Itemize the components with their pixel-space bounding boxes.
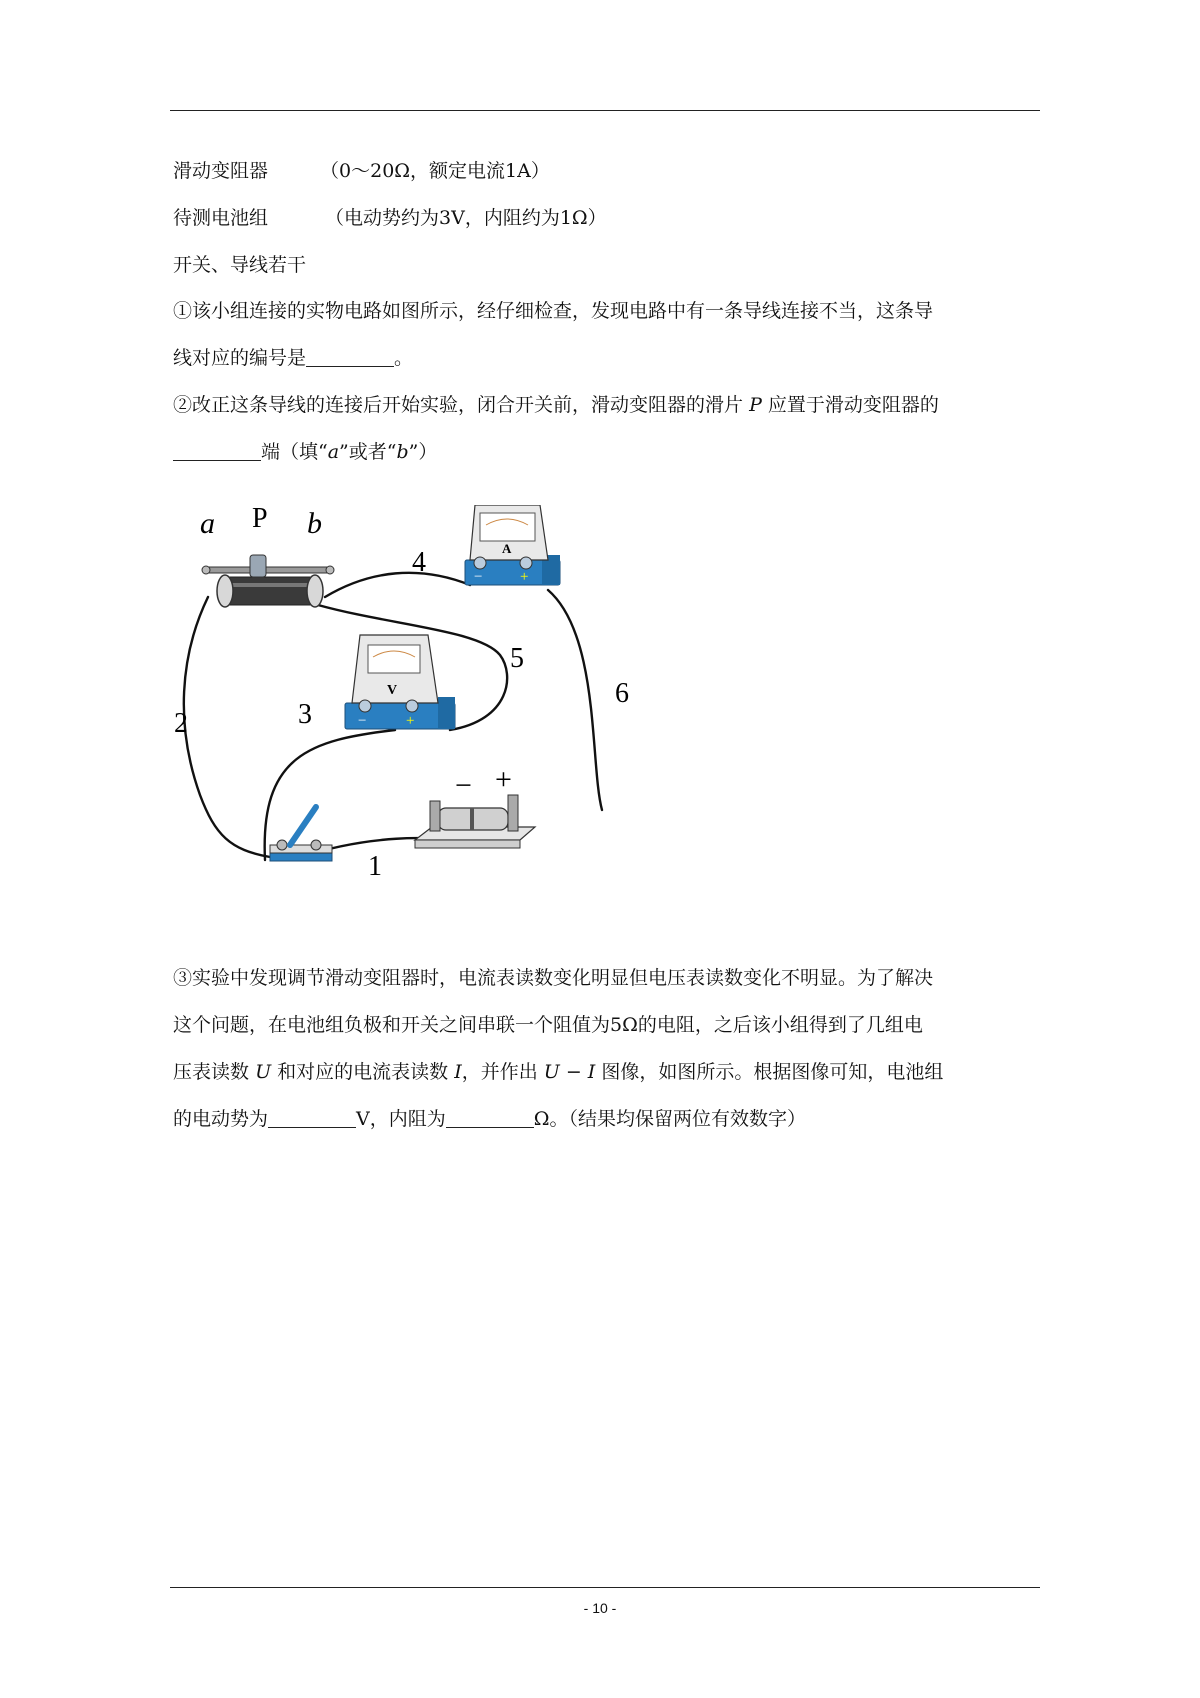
question-3-line-1: ③实验中发现调节滑动变阻器时，电流表读数变化明显但电压表读数变化不明显。为了解决	[173, 967, 934, 989]
rheostat	[202, 555, 334, 607]
rheostat-line	[173, 158, 1043, 184]
footer-rule	[170, 1587, 1040, 1588]
ammeter-minus: −	[474, 569, 483, 585]
misc-line: 开关、导线若干	[173, 254, 307, 276]
battery	[415, 795, 535, 848]
voltmeter-symbol: V	[387, 683, 398, 698]
question-3-line-4: 的电动势为 V，内阻为 Ω。（结果均保留两位有效数字）	[173, 1108, 807, 1130]
slider-symbol: P	[749, 394, 762, 416]
wire-label-3: 3	[298, 699, 312, 730]
wire-2	[184, 597, 270, 857]
battery-minus: −	[455, 769, 472, 802]
battery-line	[173, 205, 1043, 231]
battery-plus: +	[495, 763, 512, 796]
ammeter-symbol: A	[502, 541, 512, 556]
answer-blank-resistance[interactable]	[446, 1107, 534, 1128]
wire-6	[548, 590, 602, 810]
circuit-figure	[170, 505, 650, 885]
label-P: P	[252, 505, 268, 534]
rheostat-slider	[250, 555, 266, 577]
answer-blank-wire[interactable]	[306, 346, 394, 367]
header-rule	[170, 110, 1040, 111]
question-3-line-3: 压表读数 U 和对应的电流表读数 I，并作出 U − I 图像，如图所示。根据图像可知，电池组	[173, 1061, 944, 1083]
wire-label-1: 1	[368, 851, 382, 882]
wire-label-2: 2	[174, 708, 188, 739]
answer-blank-end[interactable]	[173, 440, 261, 461]
wire-label-6: 6	[615, 678, 629, 709]
wire-label-5: 5	[510, 643, 524, 674]
question-1-line-2: 线对应的编号是 。	[173, 347, 414, 369]
page-number: - 10 -	[583, 1600, 617, 1616]
battery-spec: （电动势约为3V，内阻约为1Ω）	[325, 207, 607, 229]
question-3-line-2: 这个问题，在电池组负极和开关之间串联一个阻值为5Ω的电阻，之后该小组得到了几组电	[173, 1014, 923, 1036]
answer-blank-emf[interactable]	[268, 1107, 356, 1128]
label-b: b	[307, 507, 322, 540]
rheostat-name: 滑动变阻器	[173, 160, 269, 182]
label-a: a	[200, 507, 215, 540]
question-2-line-1: ②改正这条导线的连接后开始实验，闭合开关前，滑动变阻器的滑片 P 应置于滑动变阻器的	[173, 394, 939, 416]
ammeter-plus: +	[520, 569, 529, 585]
wire-4	[325, 573, 470, 597]
voltmeter-plus: +	[406, 713, 415, 729]
switch	[270, 807, 332, 861]
question-1-line-1: ①该小组连接的实物电路如图所示，经仔细检查，发现电路中有一条导线连接不当，这条导	[173, 300, 934, 322]
rheostat-spec: （0～20Ω，额定电流1A）	[320, 160, 550, 182]
voltmeter-minus: −	[358, 713, 367, 729]
question-2-line-2: 端（填“a”或者“b”）	[173, 439, 1043, 465]
battery-name: 待测电池组	[173, 207, 269, 229]
wire-label-4: 4	[412, 547, 426, 578]
